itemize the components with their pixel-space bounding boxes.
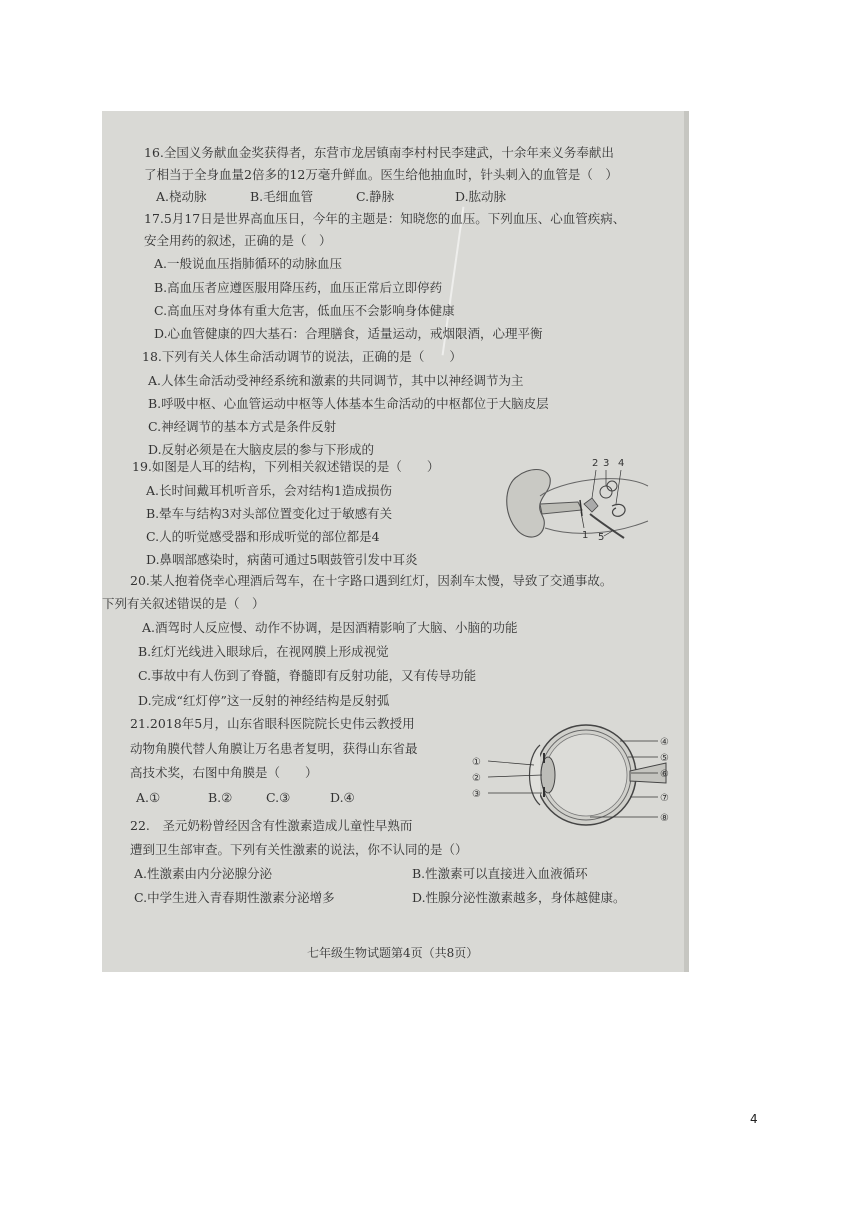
label-leader [604, 530, 614, 536]
option-c: C.③ [266, 790, 291, 805]
option-b: B.② [208, 790, 233, 805]
question-line: 动物角膜代替人角膜让万名患者复明，获得山东省最 [130, 741, 418, 756]
retina-shape [545, 734, 627, 816]
option-d: D.完成“红灯停”这一反射的神经结构是反射弧 [138, 693, 390, 708]
option-d: D.反射必须是在大脑皮层的参与下形成的 [148, 442, 375, 457]
question-line: 高技术奖，右图中角膜是（ ） [130, 765, 318, 780]
question-line: 16.全国义务献血金奖获得者，东营市龙居镇南李村村民李建武，十余年来义务奉献出 [144, 145, 614, 160]
option-c: C.高血压对身体有重大危害，低血压不会影响身体健康 [154, 303, 455, 318]
option-b: B.毛细血管 [250, 189, 314, 204]
ear-structure-diagram [500, 456, 650, 546]
eye-label: ⑤ [660, 753, 669, 764]
eye-label: ⑥ [660, 769, 669, 780]
ear-label: 2 [592, 458, 599, 469]
option-b: B.性激素可以直接进入血液循环 [412, 866, 588, 881]
eye-label: ② [472, 773, 481, 784]
option-b: B.晕车与结构3对头部位置变化过于敏感有关 [146, 506, 393, 521]
question-line: 下列有关叙述错误的是（ ） [102, 596, 265, 611]
scanned-page-photo [102, 111, 689, 972]
option-a: A.性激素由内分泌腺分泌 [134, 866, 273, 881]
option-d: D.鼻咽部感染时，病菌可通过5咽鼓管引发中耳炎 [146, 552, 418, 567]
option-c: C.中学生进入青春期性激素分泌增多 [134, 890, 335, 905]
option-a: A.酒驾时人反应慢、动作不协调，是因酒精影响了大脑、小脑的功能 [142, 620, 518, 635]
option-d: D.性腺分泌性激素越多，身体越健康。 [412, 890, 626, 905]
option-d: D.④ [330, 790, 355, 805]
ear-canal-shape [540, 502, 582, 514]
option-b: B.红灯光线进入眼球后，在视网膜上形成视觉 [138, 644, 389, 659]
option-d: D.心血管健康的四大基石：合理膳食，适量运动，戒烟限酒，心理平衡 [154, 326, 543, 341]
option-a: A.一般说血压指肺循环的动脉血压 [154, 256, 343, 271]
eye-label: ⑦ [660, 793, 669, 804]
page-edge-strip [684, 111, 689, 972]
question-line: 17.5月17日是世界高血压日，今年的主题是：知晓您的血压。下列血压、心血管疾病、 [144, 211, 626, 226]
option-b: B.高血压者应遵医服用降压药，血压正常后立即停药 [154, 280, 443, 295]
option-c: C.神经调节的基本方式是条件反射 [148, 419, 337, 434]
eye-label: ③ [472, 789, 481, 800]
eye-label: ④ [660, 737, 669, 748]
question-line: 安全用药的叙述，正确的是（ ） [144, 233, 332, 248]
question-line: 22. 圣元奶粉曾经因含有性激素造成儿童性早熟而 [130, 818, 413, 833]
eye-label: ⑧ [660, 813, 669, 824]
ear-label: 5 [598, 532, 605, 543]
eye-label: ① [472, 757, 481, 768]
label-leader [592, 470, 596, 498]
page-number: 4 [750, 1112, 758, 1126]
ear-label: 3 [603, 458, 610, 469]
question-line: 遭到卫生部审查。下列有关性激素的说法，你不认同的是（） [130, 842, 468, 857]
option-a: A.① [136, 790, 161, 805]
option-a: A.人体生命活动受神经系统和激素的共同调节，其中以神经调节为主 [148, 373, 524, 388]
question-line: 了相当于全身血量2倍多的12万毫升鲜血。医生给他抽血时，针头刺入的血管是（ ） [144, 167, 618, 182]
option-c: C.人的听觉感受器和形成听觉的部位都是4 [146, 529, 380, 544]
ossicles-shape [584, 498, 598, 512]
option-c: C.静脉 [356, 189, 395, 204]
option-c: C.事故中有人伤到了脊髓，脊髓即有反射功能，又有传导功能 [138, 668, 477, 683]
eyeball-structure-diagram [470, 715, 680, 835]
page-footer: 七年级生物试题第4页（共8页） [307, 946, 479, 960]
label-leader [488, 761, 534, 765]
ear-label: 1 [582, 530, 589, 541]
option-b: B.呼吸中枢、心血管运动中枢等人体基本生命活动的中枢都位于大脑皮层 [148, 396, 549, 411]
question-line: 18.下列有关人体生命活动调节的说法，正确的是（ ） [142, 349, 462, 364]
outer-ear-shape [507, 470, 551, 538]
question-line: 20.某人抱着侥幸心理酒后驾车，在十字路口遇到红灯，因刹车太慢，导致了交通事故。 [130, 573, 613, 588]
cochlea-shape [612, 504, 625, 516]
question-line: 19.如图是人耳的结构，下列相关叙述错误的是（ ） [132, 459, 440, 474]
semicircular-canal-shape [600, 486, 612, 498]
skull-contour [545, 521, 648, 533]
skull-contour [540, 479, 648, 496]
question-line: 21.2018年5月，山东省眼科医院院长史伟云教授用 [130, 716, 415, 731]
option-a: A.桡动脉 [156, 189, 207, 204]
option-d: D.肱动脉 [455, 189, 507, 204]
option-a: A.长时间戴耳机听音乐，会对结构1造成损伤 [146, 483, 392, 498]
ear-label: 4 [618, 458, 625, 469]
